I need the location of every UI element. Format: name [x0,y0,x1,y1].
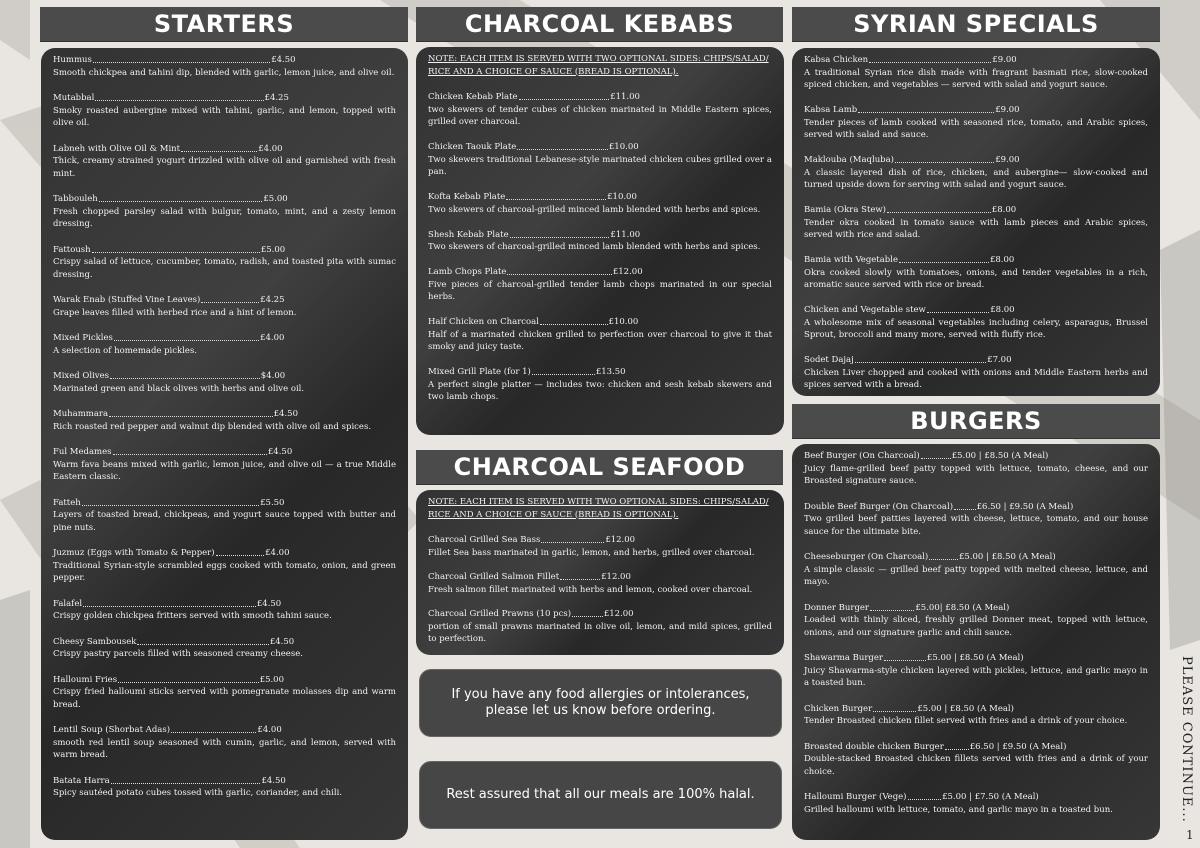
menu-item-header [53,674,396,687]
dot-leader [899,254,989,263]
menu-item-header [804,652,1148,665]
menu-item-name: Double Beef Burger (On Charcoal) [804,501,954,512]
burgers-panel [792,444,1160,840]
menu-item-name: Cheesy Sambousek [53,636,137,647]
menu-item-name: Juzmuz (Eggs with Tomato & Pepper) [53,548,215,558]
menu-item-header [53,332,396,345]
menu-item-name: Chicken Burger [804,703,873,714]
allergy-notice [419,669,782,737]
allergy-notice-text: If you have any food allergies or intolerances, please let us know before ordering. [451,687,750,718]
menu-item [428,229,772,254]
menu-item-description: Half of a marinated chicken grilled to perfection over charcoal to give it that smoky and juicy taste. [428,329,772,352]
menu-item-header [428,534,772,547]
menu-item-header [804,354,1148,367]
menu-item-price: £5.00 | £8.50 (A Meal) [917,703,1014,714]
menu-item [428,266,772,304]
menu-item-name: Kabsa Lamb [804,105,858,115]
menu-item-price: £5.00 | £8.50 (A Meal) [959,552,1056,562]
menu-item-header [53,193,396,206]
menu-item-header [804,501,1148,514]
menu-item-price: £5.00 [263,194,288,204]
dot-leader [99,193,263,202]
menu-item-header [53,370,396,383]
menu-item-price: £12.00 [612,267,643,277]
menu-item-header [53,54,396,67]
menu-item [53,598,396,623]
kebabs-note: NOTE: EACH ITEM IS SERVED WITH TWO OPTIONAL SIDES: CHIPS/SALAD/ RICE AND A CHOICE OF SAUCE (BREAD IS OPTIONAL). [428,54,769,77]
menu-item-header [53,408,396,421]
menu-item-price: £8.00 [991,205,1017,215]
menu-item-price: £7.00 [987,355,1012,365]
menu-item [53,674,396,712]
menu-item-price: £6.50 | £9.50 (A Meal) [976,501,1074,512]
menu-item-header [804,104,1148,117]
dot-leader [855,354,986,363]
dot-leader [929,551,958,560]
menu-item-price: £10.00 [608,317,639,327]
menu-item-description: Marinated green and black olives with herbs and olive oil. [53,383,305,394]
menu-item-header [53,294,396,307]
starters-heading: STARTERS [40,7,408,41]
menu-item-header [428,266,772,279]
menu-item-name: Kabsa Chicken [804,55,869,65]
menu-item [53,636,396,661]
menu-item-name: Charcoal Grilled Prawns (10 pcs) [428,609,572,619]
menu-item-name: Donner Burger [804,602,869,613]
menu-item-header [53,636,396,649]
menu-item-price: £5.00 [259,674,284,685]
dot-leader [93,54,270,63]
starters-panel [41,48,408,840]
menu-item-name: Chicken Kebab Plate [428,92,518,102]
menu-item-price: £12.00 [603,609,634,619]
menu-item-name: Ful Medames [53,447,112,457]
menu-item-description: A simple classic — grilled beef patty topped with melted cheese, lettuce, and mayo. [804,564,1148,587]
menu-item-name: Beef Burger (On Charcoal) [804,451,920,461]
menu-item-description: Juicy flame-grilled beef patty topped with lettuce, tomato, cheese, and our Broasted signature sauce. [804,463,1148,486]
menu-item-price: £11.00 [610,229,641,240]
halal-notice [419,761,782,829]
dot-leader [95,92,263,101]
kebabs-heading: CHARCOAL KEBABS [416,7,783,41]
menu-item-description: Two skewers traditional Lebanese-style marinated chicken cubes grilled over a pan. [428,154,772,177]
syrian-heading: SYRIAN SPECIALS [792,7,1160,41]
dot-leader [519,91,610,100]
dot-leader [83,598,256,607]
menu-item-header [53,497,396,510]
dot-leader [109,408,273,417]
dot-leader [954,501,976,510]
dot-leader [517,141,608,150]
dot-leader [92,244,260,253]
menu-item-price: £12.00 [601,572,631,582]
dot-leader [540,316,608,325]
dot-leader [506,191,606,200]
menu-item-price: £5.00 [260,244,286,255]
menu-item-price: £6.50 | £9.50 (A Meal) [969,741,1067,752]
menu-item-description: Tender pieces of lamb cooked with seasoned rice, tomato, and Arabic spices, served with salad and sauce. [804,117,1148,140]
dot-leader [887,204,991,213]
menu-item [53,775,396,800]
menu-item-name: Mixed Pickles [53,333,113,343]
menu-item-name: Cheeseburger (On Charcoal) [804,552,929,562]
menu-item-name: Shawarma Burger [804,653,883,663]
menu-item [53,332,396,357]
menu-item [804,54,1148,92]
menu-item-description: Fillet Sea bass marinated in garlic, lemon, and herbs, grilled over charcoal. [428,547,755,558]
menu-item-description: Two skewers of charcoal-grilled minced lamb blended with herbs and spices. [428,242,761,252]
menu-item-name: Half Chicken on Charcoal [428,317,539,327]
menu-item-description: Warm fava beans mixed with garlic, lemon juice, and olive oil — a true Middle Eastern classic. [53,459,396,482]
menu-item-name: Maklouba (Maqluba) [804,155,894,165]
menu-item-price: £5.00 | £8.50 (A Meal) [926,653,1024,663]
menu-item-name: Sodet Dajaj [804,355,854,365]
menu-item-header [804,703,1148,716]
menu-item-description: two skewers of tender cubes of chicken marinated in Middle Eastern spices, grilled over charcoal. [428,104,772,127]
menu-item-price: £4.25 [260,295,285,305]
menu-item [428,571,772,596]
menu-item-price: £4.50 [256,598,282,609]
menu-item [53,294,396,319]
menu-item-header [53,775,396,788]
menu-item-price: £4.00 [257,725,282,735]
menu-item-price: £9.00 [995,155,1020,165]
menu-item-description: Layers of toasted bread, chickpeas, and yogurt sauce topped with butter and pine nuts. [53,510,396,533]
menu-item-description: Thick, creamy strained yogurt drizzled with olive oil and garnished with fresh mint. [53,156,396,179]
menu-item [428,316,772,354]
menu-item-price: £4.50 [269,636,295,647]
menu-item-description: Crispy salad of lettuce, cucumber, tomato, radish, and toasted pita with sumac dressing. [53,257,396,280]
menu-item-header [428,141,772,154]
menu-item-description: A perfect single platter — includes two: chicken and sesh kebab skewers and two lamb chops. [428,379,772,402]
dot-leader [181,143,257,152]
menu-item-description: Spicy sautéed potato cubes tossed with garlic, coriander, and chili. [53,788,342,798]
menu-item-header [53,244,396,257]
menu-item-header [428,191,772,204]
menu-item-price: £8.00 [990,305,1015,315]
menu-item-header [428,366,772,379]
menu-item-header [428,608,772,621]
menu-item [804,450,1148,488]
menu-item-price: £4.25 [264,93,289,103]
menu-item-price: £10.00 [607,192,637,202]
menu-item [53,244,396,282]
dot-leader [118,674,259,683]
menu-item-description: Grilled halloumi with lettuce, tomato, and garlic mayo in a toasted bun. [804,804,1113,815]
menu-item-description: Two skewers of charcoal-grilled minced lamb blended with herbs and spices. [428,204,761,215]
dot-leader [908,791,942,800]
menu-item [53,724,396,762]
menu-item [53,547,396,585]
menu-item [428,141,772,179]
dot-leader [111,775,261,784]
menu-item-header [53,92,396,105]
menu-item-header [804,154,1148,167]
dot-leader [560,571,600,580]
dot-leader [201,294,259,303]
menu-item [804,104,1148,142]
menu-item [804,154,1148,192]
menu-item-name: Muhammara [53,409,109,419]
menu-item [804,501,1148,539]
menu-item-description: Five pieces of charcoal-grilled tender lamb chops marinated in our special herbs. [428,279,772,302]
dot-leader [858,104,994,113]
menu-item-header [53,598,396,611]
menu-item-price: £4.50 [271,55,296,65]
menu-item-name: Halloumi Fries [53,674,118,685]
menu-item [53,370,396,395]
menu-item-price: £5.00 | £8.50 (A Meal) [951,451,1049,461]
dot-leader [572,608,603,617]
menu-item-name: Charcoal Grilled Salmon Fillet [428,572,560,582]
dot-leader [113,446,267,455]
menu-item-header [804,450,1148,463]
menu-item-description: Tender okra cooked in tomato sauce with lamb pieces and Arabic spices, served with rice and salad. [804,217,1148,240]
menu-item-name: Batata Harra [53,775,110,786]
menu-item-description: Loaded with thinly sliced, freshly grilled Donner meat, topped with lettuce, onions, and our signature garlic and chili sauce. [804,615,1148,638]
menu-item-price: £5.50 [260,497,285,508]
menu-item [428,608,772,646]
halal-notice-text: Rest assured that all our meals are 100% halal. [446,787,755,802]
menu-item-price: £4.00 [260,333,285,343]
menu-item-name: Lamb Chops Plate [428,267,507,277]
menu-item-name: Tabbouleh [53,194,98,204]
menu-item-name: Hummus [53,55,92,65]
menu-item-name: Falafel [53,598,83,609]
menu-item-name: Mixed Olives [53,371,109,381]
dot-leader [869,54,991,63]
menu-item-header [428,229,772,242]
menu-item [53,54,396,79]
menu-item-description: Tender Broasted chicken fillet served with fries and a drink of your choice. [804,716,1128,726]
menu-item-name: Warak Enab (Stuffed Vine Leaves) [53,295,201,305]
menu-item-description: A wholesome mix of seasonal vegetables including celery, asparagus, Brussel Sprout, broccoli and many more, served with fluffy rice. [804,317,1148,340]
menu-item-name: Broasted double chicken Burger [804,741,944,752]
menu-item-description: Two grilled beef patties layered with cheese, lettuce, tomato, and our house sauce for the ultimate bite. [804,514,1148,537]
menu-item [428,534,772,559]
menu-item [804,354,1148,392]
dot-leader [927,304,989,313]
menu-item-price: £4.50 [267,447,293,457]
menu-item-description: Crispy golden chickpea fritters served with smooth tahini sauce. [53,611,332,621]
menu-item-price: £11.00 [610,92,640,102]
seafood-panel [416,490,784,655]
menu-item-price: £4.00 [265,548,290,558]
menu-item [53,143,396,181]
menu-item-name: Shesh Kebab Plate [428,229,509,240]
menu-item-price: £9.00 [992,55,1017,65]
menu-item-description: Traditional Syrian-style scrambled eggs cooked with tomato, onion, and green pepper. [53,560,396,583]
menu-item [428,191,772,216]
seafood-note: NOTE: EACH ITEM IS SERVED WITH TWO OPTIONAL SIDES: CHIPS/SALAD/ RICE AND A CHOICE OF SAUCE (BREAD IS OPTIONAL). [428,497,769,520]
menu-item-header [53,446,396,459]
menu-item-header [804,791,1148,804]
menu-item [804,652,1148,690]
menu-item-description: Fresh salmon fillet marinated with herbs and lemon, cooked over charcoal. [428,584,753,595]
menu-item-name: Chicken Taouk Plate [428,142,517,152]
menu-item [53,446,396,484]
kebabs-panel [416,47,784,435]
dot-leader [171,724,256,733]
dot-leader [510,229,610,238]
menu-item-header [804,54,1148,67]
menu-item-description: Smoky roasted aubergine mixed with tahini, garlic, and lemon, topped with olive oil. [53,105,396,128]
syrian-panel [792,48,1160,396]
menu-item-name: Fattoush [53,244,91,255]
menu-item-price: £5.00 | £7.50 (A Meal) [942,792,1039,802]
menu-item-price: £4.00 [258,143,283,154]
menu-item-description: Fresh chopped parsley salad with bulgur, tomato, mint, and a zesty lemon dressing. [53,206,396,229]
dot-leader [114,332,259,341]
menu-item [53,497,396,535]
dot-leader [921,450,951,459]
menu-item-name: Bamia (Okra Stew) [804,205,886,215]
menu-item-header [804,741,1148,754]
menu-item-price: £4.50 [261,775,286,786]
menu-item-header [53,724,396,737]
dot-leader [110,370,260,379]
dot-leader [541,534,604,543]
menu-item-price: £9.00 [995,105,1020,115]
menu-item-header [53,547,396,560]
menu-item-description: Chicken Liver chopped and cooked with onions and Middle Eastern herbs and spices served with a bread. [804,367,1148,390]
menu-item-header [804,254,1148,267]
dot-leader [884,652,926,661]
dot-leader [507,266,611,275]
menu-item-name: Charcoal Grilled Sea Bass [428,535,541,545]
menu-item-description: Crispy pastry parcels filled with seasoned creamy cheese. [53,649,303,659]
menu-item-description: Grape leaves filled with herbed rice and a hint of lemon. [53,307,297,318]
menu-item [804,602,1148,640]
menu-item [804,741,1148,779]
menu-item [804,254,1148,292]
menu-item-description: Juicy Shawarma-style chicken layered with pickles, lettuce, and garlic mayo in a toasted bun. [804,665,1148,688]
dot-leader [895,154,994,163]
menu-item-header [804,602,1148,615]
menu-item-description: A selection of homemade pickles. [53,345,198,356]
menu-item-price: £12.00 [605,535,636,545]
menu-item [53,408,396,433]
menu-item-description: portion of small prawns marinated in olive oil, lemon, and mild spices, grilled to perfection. [428,621,772,644]
menu-item-header [428,571,772,584]
menu-item-price: £10.00 [608,142,639,152]
menu-item-name: Labneh with Olive Oil & Mint [53,143,181,154]
menu-item [804,791,1148,816]
menu-item [804,304,1148,342]
dot-leader [137,636,268,645]
menu-item-name: Lentil Soup (Shorbat Adas) [53,725,171,735]
menu-item-header [53,143,396,156]
menu-item-name: Chicken and Vegetable stew [804,305,926,315]
menu-item-name: Kofta Kebab Plate [428,192,506,202]
menu-item-header [428,316,772,329]
page-number: 1 [1186,828,1194,842]
menu-item [804,703,1148,728]
menu-item [804,551,1148,589]
dot-leader [873,703,916,712]
dot-leader [216,547,265,556]
menu-item-price: £13.50 [595,367,626,377]
seafood-heading: CHARCOAL SEAFOOD [416,450,783,484]
menu-item-price: £8.00 [989,255,1015,265]
menu-item-description: Double-stacked Broasted chicken fillets served with fries and a drink of your choice. [804,754,1148,777]
menu-item [53,193,396,231]
menu-item-header [804,551,1148,564]
menu-item-price: £4.50 [273,409,298,419]
menu-item [428,91,772,129]
menu-item-price: $4.00 [260,371,286,381]
menu-item-name: Halloumi Burger (Vege) [804,792,907,802]
menu-item-name: Mixed Grill Plate (for 1) [428,367,531,377]
menu-item-description: Okra cooked slowly with tomatoes, onions, and tender vegetables in a rich, aromatic sauce served with rice or bread. [804,267,1148,290]
menu-item-name: Bamia with Vegetable [804,255,898,265]
menu-item-header [428,91,772,104]
menu-item-description: Smooth chickpea and tahini dip, blended with garlic, lemon juice, and olive oil. [53,67,395,78]
dot-leader [532,366,595,375]
menu-item-description: A traditional Syrian rice dish made with fragrant basmati rice, slow-cooked spiced chicken, and vegetables — served with salad and yogurt sauce. [804,67,1148,90]
menu-item [804,204,1148,242]
menu-item [53,92,396,130]
menu-item-description: Rich roasted red pepper and walnut dip blended with olive oil and spices. [53,421,372,432]
menu-item-description: Crispy fried halloumi sticks served with pomegranate molasses dip and warm bread. [53,687,396,710]
menu-item-name: Fatteh [53,497,81,508]
menu-item-header [804,204,1148,217]
menu-item-description: A classic layered dish of rice, chicken, and aubergine— slow-cooked and turned upside down for serving with salad and yogurt sauce. [804,167,1148,190]
dot-leader [870,602,914,611]
dot-leader [945,741,969,750]
dot-leader [82,497,259,506]
menu-item-price: £5.00| £8.50 (A Meal) [915,602,1010,613]
menu-item [428,366,772,404]
burgers-heading: BURGERS [792,404,1160,438]
menu-item-name: Mutabbal [53,93,95,103]
menu-item-description: smooth red lentil soup seasoned with cumin, garlic, and lemon, served with warm bread. [53,737,396,760]
menu-item-header [804,304,1148,317]
please-continue-text: PLEASE CONTINUE... [1179,656,1194,823]
